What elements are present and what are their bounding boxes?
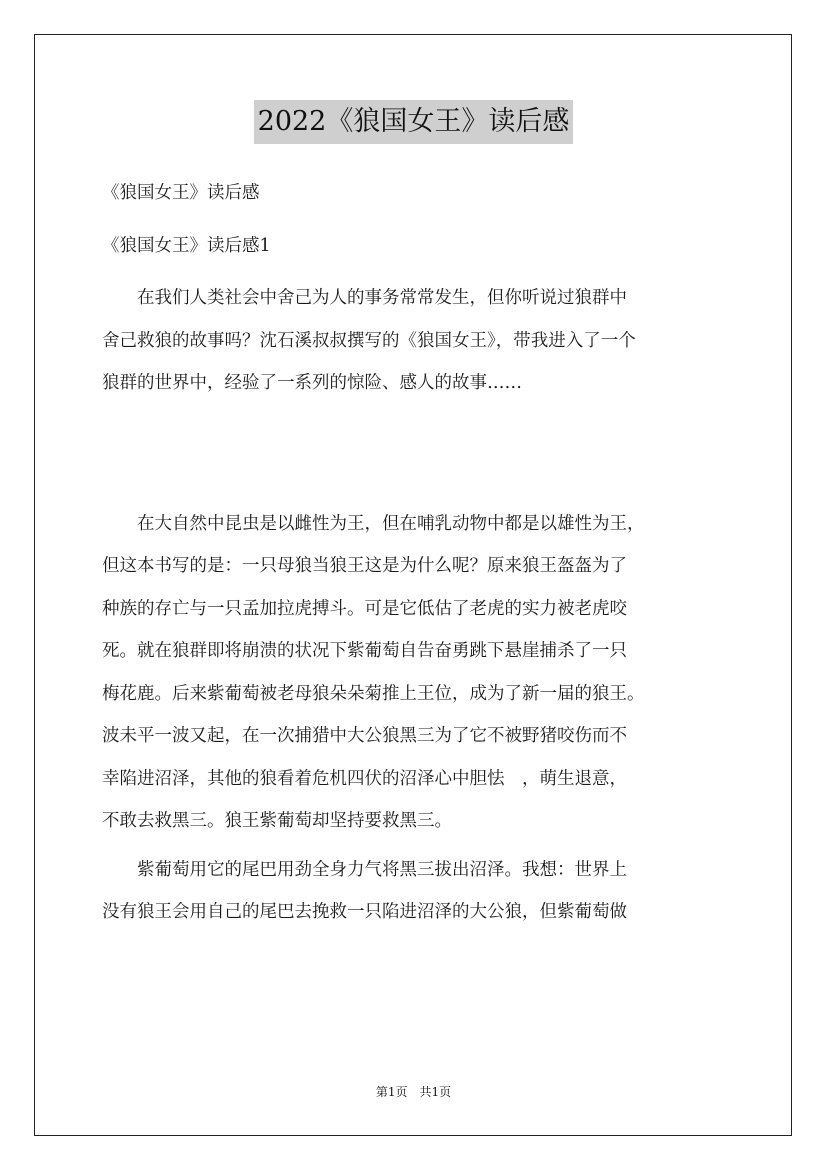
page-footer: 第1页 共1页 [375, 1085, 452, 1099]
title-container [0, 100, 827, 144]
document-body [102, 172, 734, 940]
paragraph-line: 没有狼王会用自己的尾巴去挽救一只陷进沼泽的大公狼，但紫葡萄做 [102, 902, 627, 922]
paragraph-1 [102, 277, 734, 405]
paragraph-line: 狼群的世界中，经验了一系列的惊险、感人的故事…… [102, 373, 522, 393]
subheading-1: 《狼国女王》读后感 [102, 183, 260, 203]
document-title: 2022《狼国女王》读后感 [254, 100, 574, 144]
paragraph-line: 紫葡萄用它的尾巴用劲全身力气将黑三拔出沼泽。我想：世界上 [102, 859, 627, 880]
paragraph-line: 梅花鹿。后来紫葡萄被老母狼朵朵菊推上王位，成为了新一届的狼王。 [102, 683, 645, 704]
paragraph-line: 在我们人类社会中舍己为人的事务常常发生，但你听说过狼群中 [102, 288, 627, 308]
paragraph-3 [102, 849, 734, 934]
paragraph-line: 不敢去救黑三。狼王紫葡萄却坚持要救黑三。 [102, 811, 452, 831]
paragraph-gap [102, 411, 734, 503]
paragraph-line: 种族的存亡与一只孟加拉虎搏斗。可是它低估了老虎的实力被老虎咬 [102, 598, 627, 619]
paragraph-line: 在大自然中昆虫是以雌性为王，但在哺乳动物中都是以雄性为王， [102, 513, 645, 534]
paragraph-2 [102, 503, 734, 843]
paragraph-line: 死。就在狼群即将崩溃的状况下紫葡萄自告奋勇跳下悬崖捕杀了一只 [102, 641, 627, 661]
paragraph-line: 但这本书写的是：一只母狼当狼王这是为什么呢？原来狼王盔盔为了 [102, 556, 627, 576]
paragraph-line: 波未平一波又起，在一次捕猎中大公狼黑三为了它不被野猪咬伤而不 [102, 726, 627, 746]
subheading-2: 《狼国女王》读后感1 [102, 235, 271, 256]
paragraph-line: 幸陷进沼泽，其他的狼看着危机四伏的沼泽心中胆怯 ，萌生退意， [102, 768, 627, 789]
paragraph-line: 舍己救狼的故事吗？沈石溪叔叔撰写的《狼国女王》，带我进入了一个 [102, 330, 636, 351]
